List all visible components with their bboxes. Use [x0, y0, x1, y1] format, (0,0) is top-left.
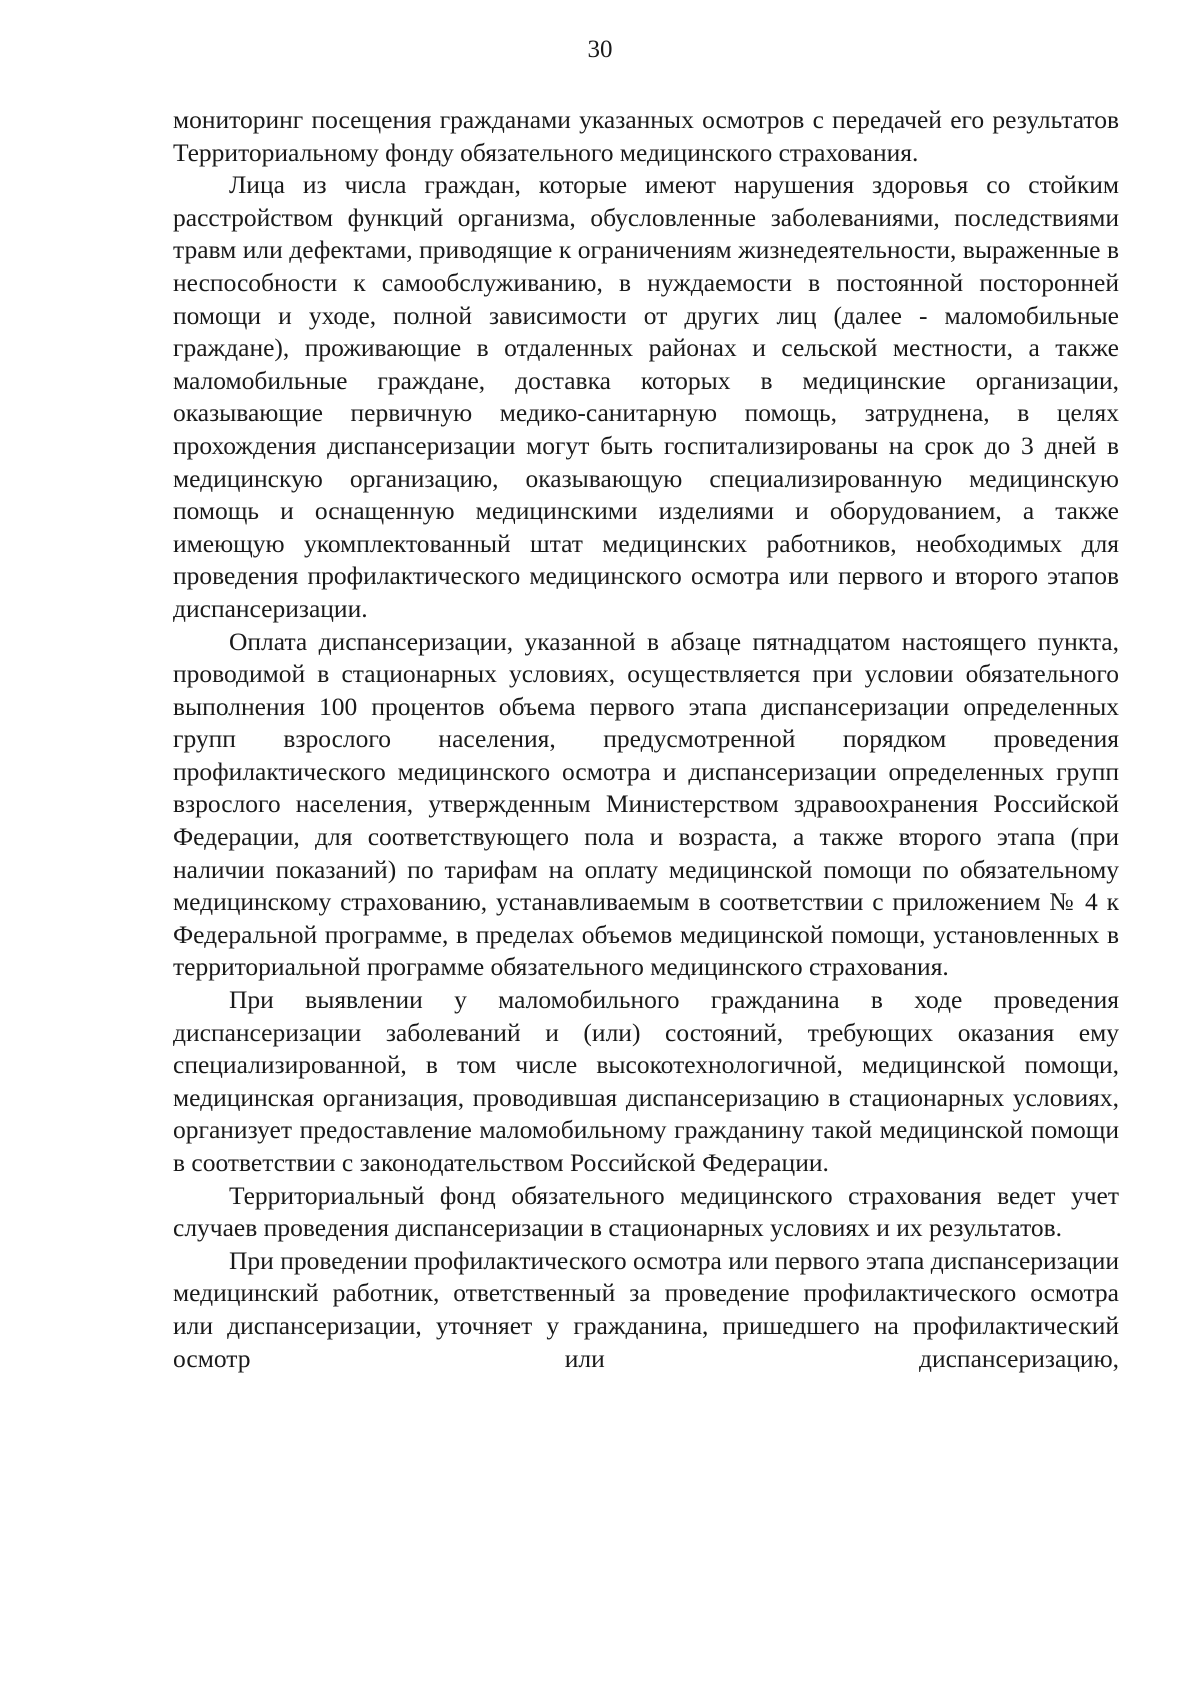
paragraph-specialized-care: При выявлении у маломобильного гражданина в ходе проведения диспансеризации заболеваний и (или) состояний, требующих оказания ему специализированной, в том числе высокотехнологичной, медицинской помощи, медицинская организация, проводившая диспансеризацию в стационарных условиях, организует предоставление маломобильному гражданину такой медицинской помощи в соответствии с законодательством Российской Федерации.: [173, 985, 1119, 1177]
paragraph-preventive-exam: При проведении профилактического осмотра или первого этапа диспансеризации медицинский работник, ответственный за проведение профилактического осмотра или диспансеризации, уточняет у гражданина, пришедшего на профилактический осмотр или диспансеризацию,: [173, 1245, 1119, 1373]
page-number: 30: [587, 36, 613, 63]
paragraph-fund-accounting: Территориальный фонд обязательного медицинского страхования ведет учет случаев проведения диспансеризации в стационарных условиях и их результатов.: [173, 1180, 1119, 1243]
paragraph-payment-conditions: Оплата диспансеризации, указанной в абзаце пятнадцатом настоящего пункта, проводимой в стационарных условиях, осуществляется при условии обязательного выполнения 100 процентов объема первого этапа диспансеризации определенных групп взрослого населения, предусмотренной порядком проведения профилактического медицинского осмотра и диспансеризации определенных групп взрослого населения, утвержденным Министерством здравоохранения Российской Федерации, для соответствующего пола и возраста, а также второго этапа (при наличии показаний) по тарифам на оплату медицинской помощи по обязательному медицинскому страхованию, устанавливаемым в соответствии с приложением № 4 к Федеральной программе, в пределах объемов медицинской помощи, установленных в территориальной программе обязательного медицинского страхования.: [173, 626, 1119, 982]
paragraph-low-mobility-hospitalization: Лица из числа граждан, которые имеют нарушения здоровья со стойким расстройством функций организма, обусловленные заболеваниями, последствиями травм или дефектами, приводящие к ограничениям жизнедеятельности, выраженные в неспособности к самообслуживанию, в нуждаемости в постоянной посторонней помощи и уходе, полной зависимости от других лиц (далее - маломобильные граждане), проживающие в отдаленных районах и сельской местности, а также маломобильные граждане, доставка которых в медицинские организации, оказывающие первичную медико-санитарную помощь, затруднена, в целях прохождения диспансеризации могут быть госпитализированы на срок до 3 дней в медицинскую организацию, оказывающую специализированную медицинскую помощь и оснащенную медицинскими изделиями и оборудованием, а также имеющую укомплектованный штат медицинских работников, необходимых для проведения профилактического медицинского осмотра или первого и второго этапов диспансеризации.: [173, 170, 1119, 623]
paragraph-continuation: мониторинг посещения гражданами указанных осмотров с передачей его результатов Территориальному фонду обязательного медицинского страхования.: [173, 105, 1119, 167]
document-body: [173, 104, 1119, 1375]
